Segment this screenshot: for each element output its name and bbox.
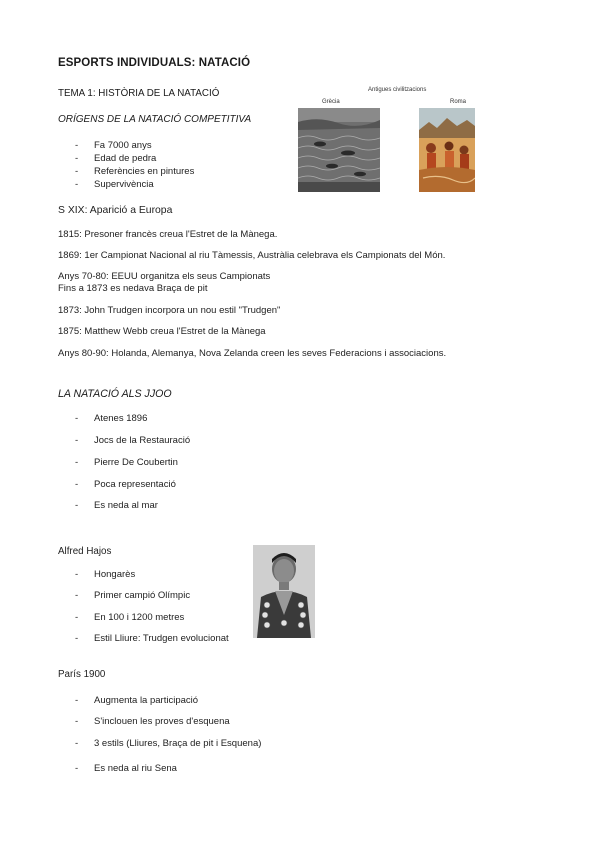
timeline-entry: Anys 70-80: EEUU organitza els seus Campionats xyxy=(58,271,271,282)
timeline-entry: Fins a 1873 es nedava Braça de pit xyxy=(58,283,208,294)
timeline-entry: Anys 80-90: Holanda, Alemanya, Nova Zelanda creen les seves Federacions i associacions. xyxy=(58,348,447,359)
section-heading-paris: París 1900 xyxy=(58,669,106,680)
timeline-entry: 1815: Presoner francès creua l'Estret de la Mànega. xyxy=(58,229,278,240)
rome-painting-image xyxy=(419,108,475,192)
section-heading-sxix: S XIX: Aparició a Europa xyxy=(58,205,173,216)
alfred-hajos-portrait-image xyxy=(253,545,315,638)
image-caption-top: Antigues civilitzacions xyxy=(368,87,427,93)
image-caption-greece: Grècia xyxy=(322,99,340,105)
section-heading-jjoo: LA NATACIÓ ALS JJOO xyxy=(58,388,172,400)
section-heading-tema1: TEMA 1: HISTÒRIA DE LA NATACIÓ xyxy=(58,88,220,99)
timeline-entry: 1873: John Trudgen incorpora un nou estil "Trudgen" xyxy=(58,305,281,316)
section-heading-hajos: Alfred Hajos xyxy=(58,546,112,557)
timeline-entry: 1875: Matthew Webb creua l'Estret de la Mànega xyxy=(58,326,266,337)
section-heading-origens: ORÍGENS DE LA NATACIÓ COMPETITIVA xyxy=(58,114,252,125)
document-title: ESPORTS INDIVIDUALS: NATACIÓ xyxy=(58,57,251,69)
image-caption-rome: Roma xyxy=(450,99,467,105)
timeline-entry: 1869: 1er Campionat Nacional al riu Tàmessis, Austràlia celebrava els Campionats del Món. xyxy=(58,250,446,261)
greece-swimming-image xyxy=(298,108,380,192)
